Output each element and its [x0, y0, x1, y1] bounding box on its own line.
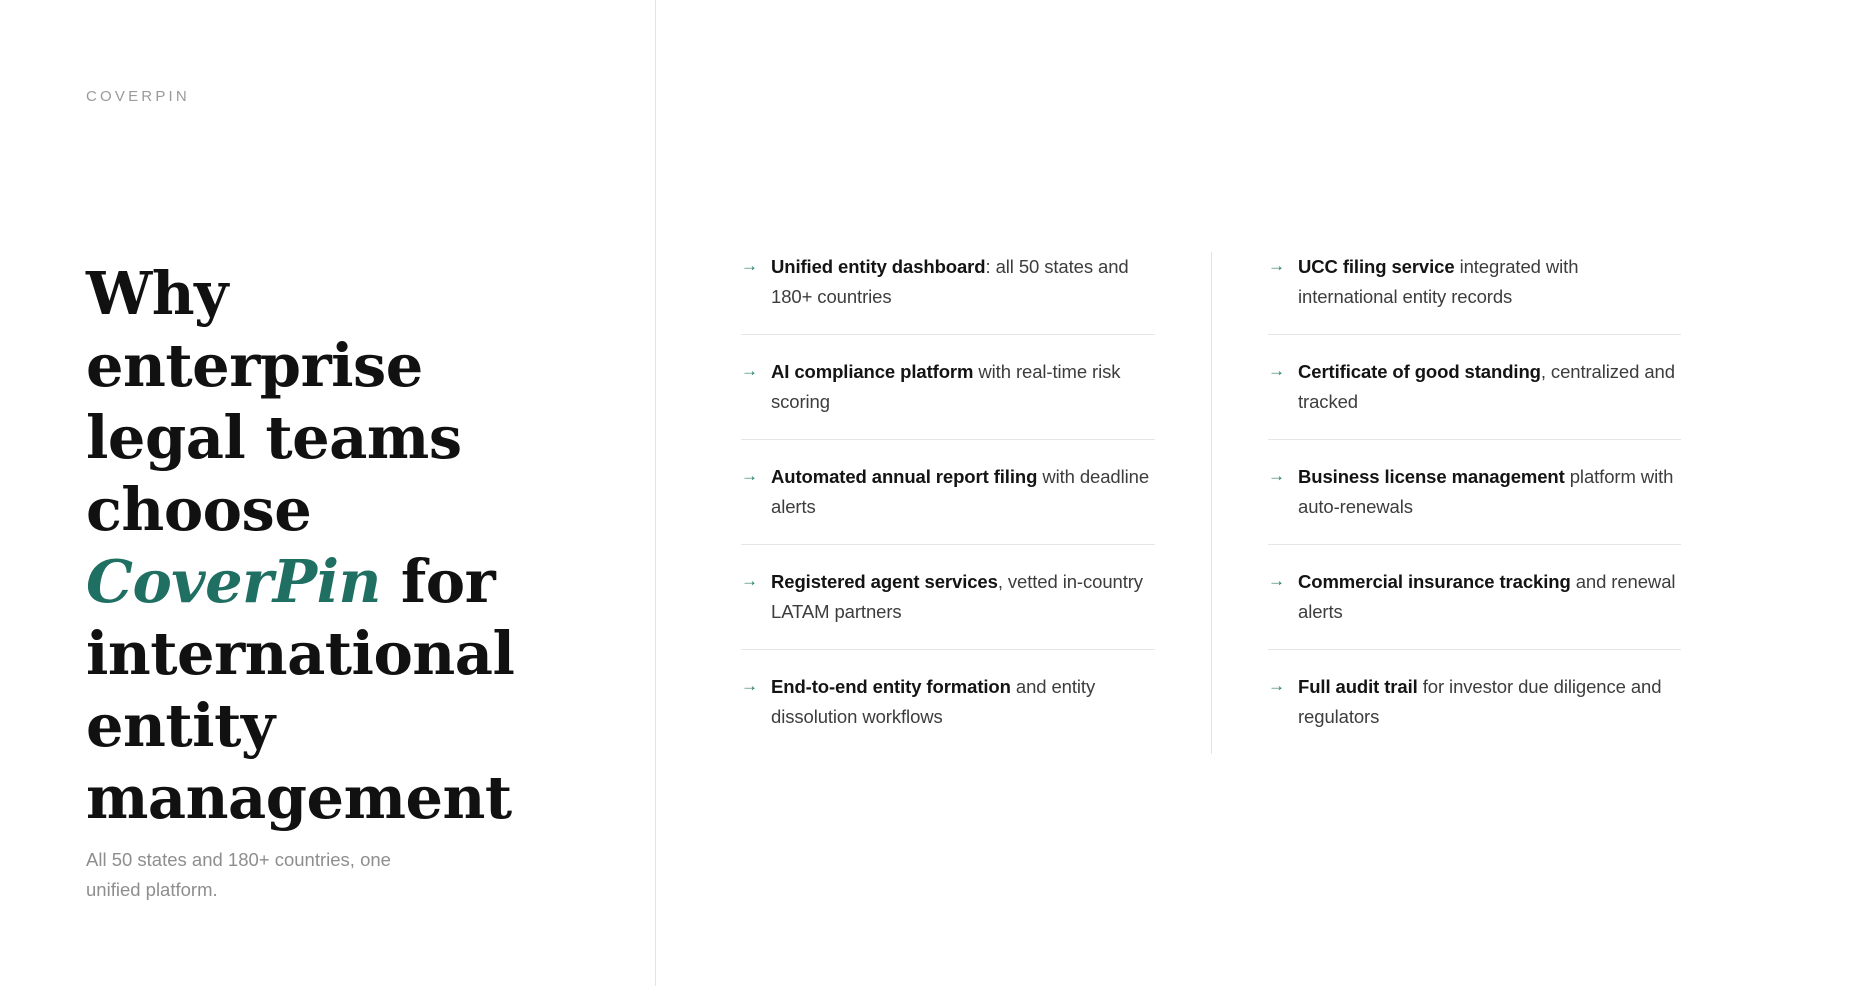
list-item [1268, 335, 1681, 440]
feature-detail: platform with auto-renewals [1298, 466, 1674, 517]
list-item [1268, 650, 1681, 754]
headline-line-3: choose [86, 474, 312, 544]
arrow-icon: → [741, 256, 758, 275]
feature-column-left [741, 252, 1211, 754]
list-item [741, 440, 1155, 545]
feature-title: Business license management [1298, 466, 1565, 487]
feature-title: AI compliance platform [771, 361, 974, 382]
feature-text [771, 672, 1155, 732]
left-panel [0, 0, 656, 986]
feature-text [771, 462, 1155, 522]
headline-line-6: entity [86, 690, 275, 760]
arrow-icon: → [741, 361, 758, 380]
feature-text [1298, 462, 1681, 522]
feature-title: Commercial insurance tracking [1298, 571, 1571, 592]
arrow-icon: → [1268, 256, 1285, 275]
feature-columns [741, 252, 1815, 754]
subtext: All 50 states and 180+ countries, one unified platform. [86, 849, 391, 900]
arrow-icon: → [741, 676, 758, 695]
headline-line-5: international [86, 618, 515, 688]
feature-detail: and entity dissolution workflows [771, 676, 1096, 727]
feature-detail: with deadline alerts [771, 466, 1150, 517]
list-item [741, 650, 1155, 754]
feature-text [1298, 567, 1681, 627]
arrow-icon: → [1268, 361, 1285, 380]
feature-text [1298, 252, 1681, 312]
feature-detail: , centralized and tracked [1298, 361, 1675, 412]
arrow-icon: → [1268, 466, 1285, 485]
feature-detail: and renewal alerts [1298, 571, 1676, 622]
feature-title: End-to-end entity formation [771, 676, 1011, 697]
list-item [741, 252, 1155, 335]
feature-detail: , vetted in-country LATAM partners [771, 571, 1143, 622]
feature-title: Full audit trail [1298, 676, 1418, 697]
feature-detail: integrated with international entity records [1298, 256, 1579, 307]
feature-detail: with real-time risk scoring [771, 361, 1121, 412]
feature-detail: for investor due diligence and regulators [1298, 676, 1662, 727]
feature-text [1298, 672, 1681, 732]
right-panel [656, 0, 1875, 986]
headline-line-1: Why enterprise [86, 258, 423, 400]
headline-line-2: legal teams [86, 402, 462, 472]
arrow-icon: → [741, 466, 758, 485]
headline-line-7: management [86, 762, 512, 832]
feature-title: Unified entity dashboard [771, 256, 986, 277]
arrow-icon: → [1268, 676, 1285, 695]
brand-wordmark: COVERPIN [86, 88, 190, 105]
feature-title: UCC filing service [1298, 256, 1455, 277]
feature-text [1298, 357, 1681, 417]
list-item [741, 335, 1155, 440]
headline-line-4-tail: for [380, 546, 496, 616]
list-item [1268, 545, 1681, 650]
feature-title: Certificate of good standing [1298, 361, 1541, 382]
feature-title: Registered agent services [771, 571, 998, 592]
feature-detail: : all 50 states and 180+ countries [771, 256, 1129, 307]
page-title [86, 258, 556, 834]
arrow-icon: → [741, 571, 758, 590]
feature-text [771, 567, 1155, 627]
feature-title: Automated annual report filing [771, 466, 1038, 487]
feature-text [771, 357, 1155, 417]
feature-column-right [1211, 252, 1681, 754]
list-item [741, 545, 1155, 650]
list-item [1268, 440, 1681, 545]
headline-accent-word: CoverPin [86, 546, 381, 616]
list-item [1268, 252, 1681, 335]
arrow-icon: → [1268, 571, 1285, 590]
feature-text [771, 252, 1155, 312]
